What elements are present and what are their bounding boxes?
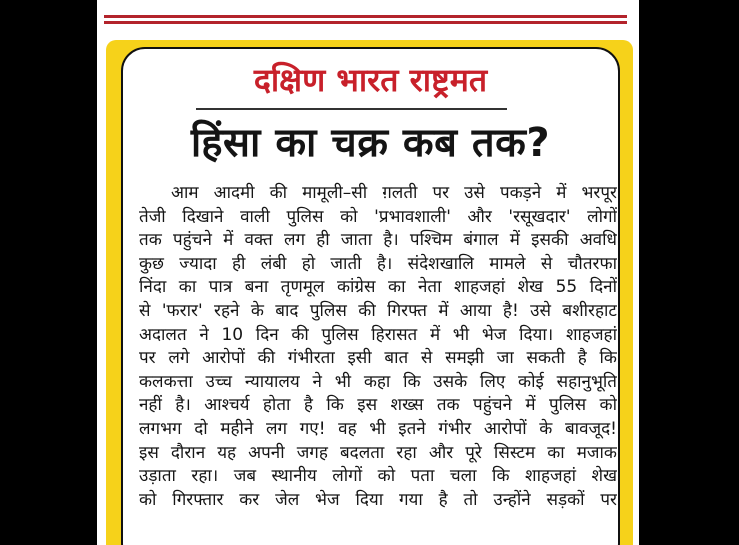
masthead-underline: [196, 108, 507, 110]
body-line: अदालत ने 10 दिन की पुलिस हिरासत में भी भेज दिया। शाहजहां: [139, 324, 617, 345]
body-line: कलकत्ता उच्च न्यायालय ने भी कहा कि उसके लिए कोई सहानुभूति: [139, 371, 617, 392]
body-line: इस दौरान यह अपनी जगह बदलता रहा और पूरे सिस्टम का मजाक: [139, 442, 617, 463]
body-line: तक पहुंचने में वक्त लग ही जाता है। पश्चिम बंगाल में इसकी अवधि: [139, 230, 617, 251]
body-line: से 'फरार' रहने के बाद पुलिस की गिरफ्त में आया है! उसे बशीरहाट: [139, 300, 617, 321]
body-line: पर लगे आरोपों की गंभीरता इसी बात से समझी जा सकती है कि: [139, 348, 617, 369]
body-line: कुछ ज्यादा ही लंबी हो जाती है। संदेशखालि मामले से चौतरफा: [139, 253, 617, 274]
editorial-headline: हिंसा का चक्र कब तक?: [190, 120, 551, 166]
body-line: निंदा का पात्र बना तृणमूल कांग्रेस का नेता शाहजहां शेख 55 दिनों: [139, 277, 617, 298]
top-red-rule-second: [104, 21, 627, 24]
body-line: नहीं है। आश्चर्य होता है कि इस शख्स तक पहुंचने में पुलिस को: [139, 395, 617, 416]
body-line: को गिरफ्तार कर जेल भेज दिया गया है तो उन्होंने सड़कों पर: [139, 489, 617, 510]
body-line: तेजी दिखाने वाली पुलिस को 'प्रभावशाली' और 'रसूखदार' लोगों: [139, 206, 617, 227]
body-line: लगभग दो महीने लग गए! वह भी इतने गंभीर आरोपों के बावजूद!: [139, 418, 617, 439]
body-line: उड़ाता रहा। जब स्थानीय लोगों को पता चला कि शाहजहां शेख: [139, 466, 617, 487]
body-line: आम आदमी की मामूली–सी ग़लती पर उसे पकड़ने में भरपूर: [171, 183, 617, 203]
masthead-title: दक्षिण भारत राष्ट्रमत: [253, 61, 488, 99]
editorial-body: [139, 182, 617, 512]
top-red-rule: [104, 15, 627, 18]
